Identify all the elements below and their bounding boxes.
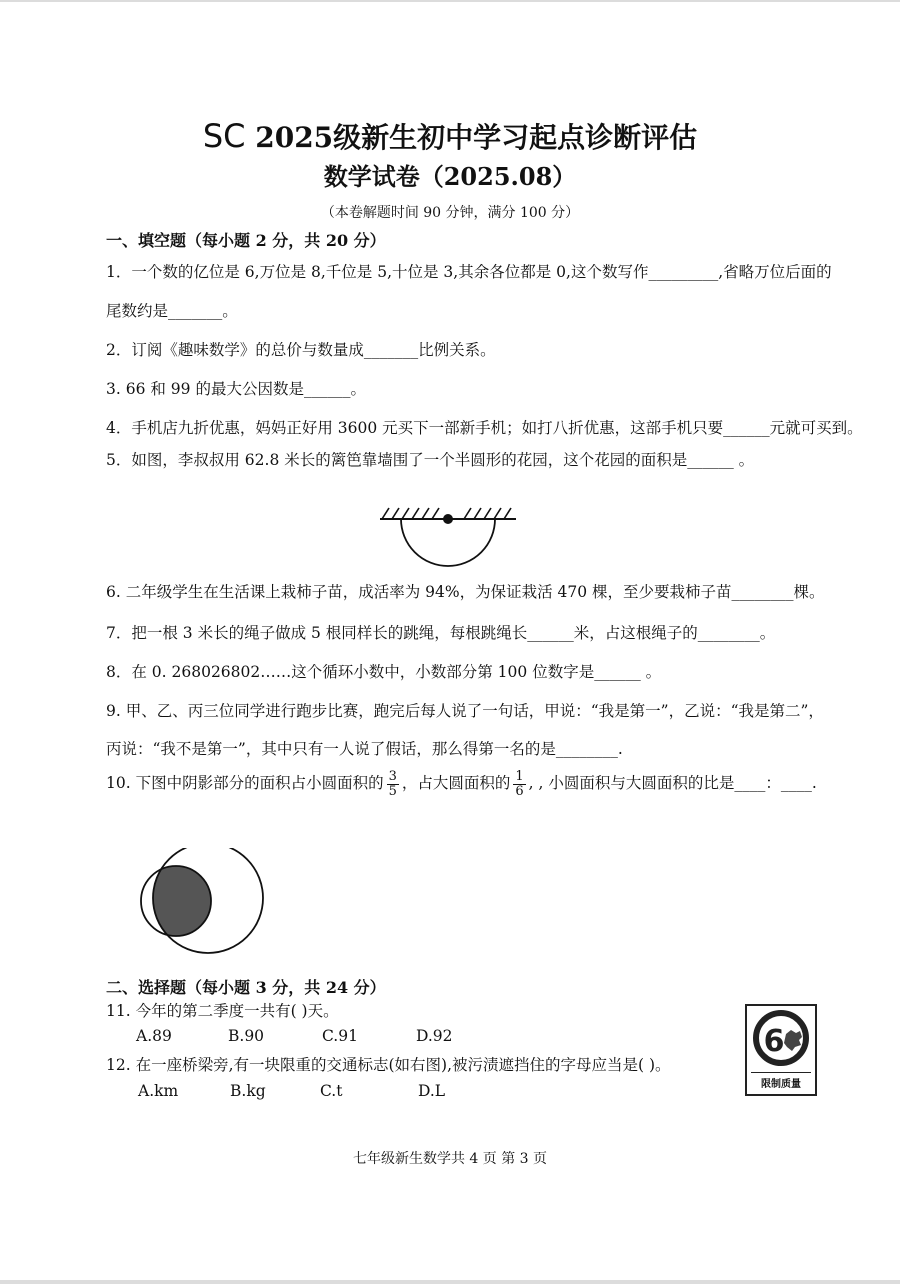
fraction-2-numerator: 1 [515, 768, 524, 784]
question-3: 3. 66 和 99 的最大公因数是______。 [106, 380, 366, 398]
school-logo-text: SC [202, 117, 246, 155]
fraction-2-denominator: 6 [515, 783, 524, 799]
question-12-option-a[interactable]: A.km [138, 1082, 179, 1100]
question-8: 8．在 0. 268026802……这个循环小数中，小数部分第 100 位数字是______ 。 [106, 663, 662, 681]
question-1-line1: 1．一个数的亿位是 6,万位是 8,千位是 5,十位是 3,其余各位都是 0,这个数写作_________,省略万位后面的 [106, 263, 832, 281]
fraction-1-numerator: 3 [388, 768, 397, 784]
weight-limit-sign-graphic [753, 1010, 809, 1066]
exam-title-text: 2025级新生初中学习起点诊断评估 [255, 121, 698, 154]
semicircle-garden-figure [372, 500, 522, 570]
exam-subtitle: 数学试卷（2025.08） [323, 162, 577, 191]
question-10-part1: 10. 下图中阴影部分的面积占小圆面积的 [106, 774, 384, 792]
question-4: 4．手机店九折优惠，妈妈正好用 3600 元买下一部新手机；如打八折优惠，这部手机只要______元就可买到。 [106, 419, 863, 437]
fraction-three-fifths [387, 770, 399, 799]
question-11: 11. 今年的第二季度一共有( )天。 [106, 1002, 339, 1020]
question-11-option-a[interactable]: A.89 [136, 1027, 172, 1045]
exam-note: （本卷解题时间 90 分钟，满分 100 分） [320, 205, 580, 221]
page-footer: 七年级新生数学共 4 页 第 3 页 [352, 1151, 548, 1167]
page-bottom-edge [0, 1280, 900, 1284]
question-11-option-d[interactable]: D.92 [416, 1027, 453, 1045]
question-9-line1: 9. 甲、乙、丙三位同学进行跑步比赛，跑完后每人说了一句话，甲说：“我是第一”，乙说：“我是第二”， [106, 702, 824, 720]
question-12-option-c[interactable]: C.t [320, 1082, 343, 1100]
question-12-option-d[interactable]: D.L [418, 1082, 446, 1100]
question-11-option-b[interactable]: B.90 [228, 1027, 265, 1045]
question-10-part3: , , 小圆面积与大圆面积的比是____：____. [528, 774, 817, 792]
question-6: 6. 二年级学生在生活课上栽柿子苗，成活率为 94%，为保证栽活 470 棵，至少要栽柿子苗________棵。 [106, 583, 825, 601]
fraction-1-denominator: 5 [388, 783, 397, 799]
sign-number: 6 [763, 1024, 785, 1059]
section2-heading: 二、选择题（每小题 3 分，共 24 分） [106, 978, 386, 997]
page-top-edge [0, 0, 900, 2]
question-10-part2: ，占大圆面积的 [401, 774, 511, 792]
section1-heading: 一、填空题（每小题 2 分，共 20 分） [106, 231, 386, 250]
overlapping-circles-figure [136, 848, 270, 956]
question-12-option-b[interactable]: B.kg [230, 1082, 266, 1100]
question-10 [106, 766, 817, 800]
exam-title [0, 116, 900, 156]
weight-limit-sign [745, 1004, 817, 1096]
question-7: 7．把一根 3 米长的绳子做成 5 根同样长的跳绳，每根跳绳长______米，占这根绳子的________。 [106, 624, 776, 642]
question-11-option-c[interactable]: C.91 [322, 1027, 358, 1045]
question-5: 5．如图，李叔叔用 62.8 米长的篱笆靠墙围了一个半圆形的花园，这个花园的面积是______ 。 [106, 451, 755, 469]
question-9-line2: 丙说：“我不是第一”，其中只有一人说了假话，那么得第一名的是________. [106, 740, 623, 758]
fraction-one-sixth [513, 770, 525, 799]
sign-caption: 限制质量 [751, 1072, 811, 1090]
question-1-line2: 尾数约是_______。 [106, 302, 238, 320]
question-2: 2．订阅《趣味数学》的总价与数量成_______比例关系。 [106, 341, 496, 359]
question-12: 12. 在一座桥梁旁,有一块限重的交通标志(如右图),被污渍遮挡住的字母应当是( )。 [106, 1056, 671, 1074]
